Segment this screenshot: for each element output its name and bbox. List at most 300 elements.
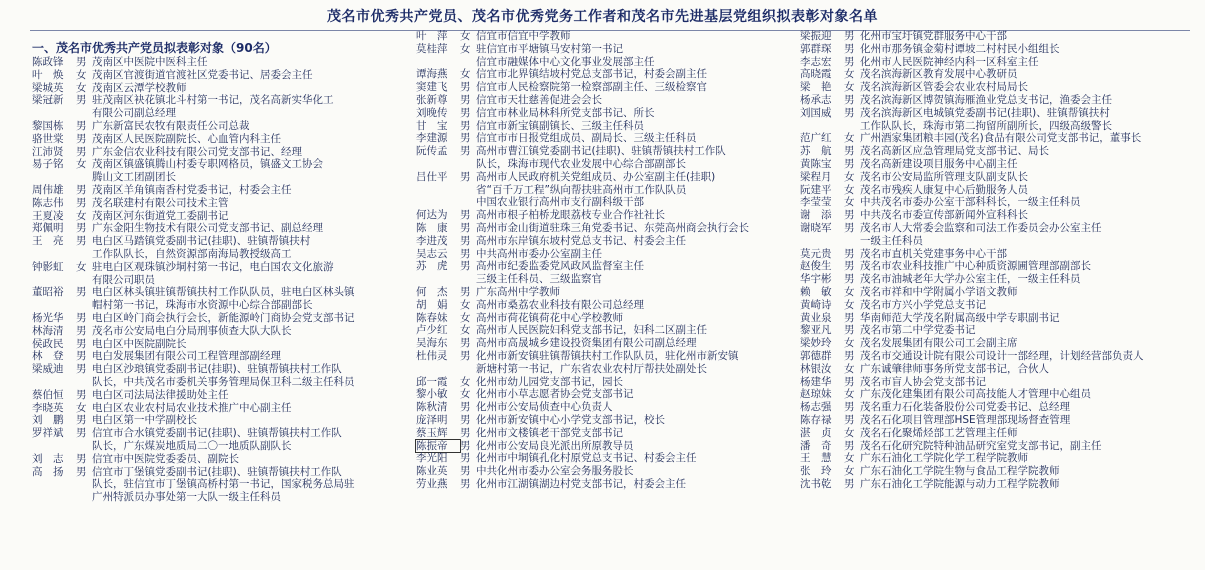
person-position: 队长，中共茂名市委机关事务管理局保卫科二级主任科员 bbox=[92, 375, 355, 388]
person-name: 刘晚传 bbox=[416, 106, 448, 119]
person-position: 队长，广东煤炭地质局二〇一地质队副队长 bbox=[92, 439, 292, 452]
list-item bbox=[32, 312, 404, 325]
list-item bbox=[32, 69, 404, 82]
list-item bbox=[32, 184, 404, 197]
person-position: 信宜市市日报党组成员、副局长、三级主任科员 bbox=[476, 132, 697, 145]
person-gender: 男 bbox=[76, 465, 87, 478]
person-name: 林银汝 bbox=[800, 362, 832, 375]
list-item bbox=[800, 196, 1190, 209]
person-position: 茂南区河东街道党工委副书记 bbox=[92, 209, 229, 222]
person-position: 电白区第一中学副校长 bbox=[92, 414, 197, 427]
person-gender: 男 bbox=[460, 349, 471, 362]
person-name: 李建源 bbox=[416, 132, 448, 145]
list-item bbox=[800, 43, 1190, 56]
list-item bbox=[800, 388, 1190, 401]
person-position: 化州市宝圩镇党群服务中心干部 bbox=[860, 30, 1007, 42]
list-item bbox=[416, 248, 788, 261]
person-position: 化州市新安镇驻镇帮镇扶村工作队队员，驻化州市新安镇 bbox=[476, 349, 739, 362]
person-position: 有限公司副总经理 bbox=[92, 107, 176, 120]
person-name: 陈振帝 bbox=[416, 440, 460, 453]
list-item bbox=[32, 120, 404, 133]
person-gender: 男 bbox=[76, 324, 87, 337]
person-position: 信宜市新宝镇副镇长、三级主任科员 bbox=[476, 119, 644, 132]
person-position: 茂南区镇盛镇腾山村委专职网格员，镇盛文工协会 bbox=[92, 158, 323, 171]
list-item bbox=[32, 222, 404, 235]
person-position: 茂南区中医院中医科主任 bbox=[92, 56, 208, 68]
person-position: 茂名市第二中学党委书记 bbox=[860, 324, 976, 337]
list-item bbox=[800, 56, 1190, 69]
person-name: 陈存禄 bbox=[800, 413, 832, 426]
person-gender: 女 bbox=[76, 68, 87, 81]
list-item bbox=[800, 260, 1190, 273]
person-position: 化州市幼儿园党支部书记，园长 bbox=[476, 375, 623, 388]
person-position: 茂南区羊角镇南香村党委书记，村委会主任 bbox=[92, 183, 292, 196]
person-gender: 男 bbox=[460, 260, 471, 273]
list-item bbox=[32, 466, 404, 479]
list-item bbox=[416, 337, 788, 350]
list-item-continuation bbox=[416, 184, 788, 197]
person-position: 驻茂南区袂花镇北斗村第一书记，茂名高新实华化工 bbox=[92, 94, 334, 107]
person-gender: 男 bbox=[460, 247, 471, 260]
person-name: 杨承志 bbox=[800, 93, 832, 106]
list-item-continuation bbox=[32, 440, 404, 453]
list-item bbox=[416, 324, 788, 337]
person-gender: 男 bbox=[844, 477, 855, 490]
person-gender: 女 bbox=[844, 170, 855, 183]
list-item-continuation bbox=[416, 158, 788, 171]
list-item-continuation bbox=[32, 299, 404, 312]
person-position: 电白区沙琅镇党委副书记(挂职)、驻镇帮镇扶村工作队 bbox=[92, 363, 342, 376]
person-name: 李晓英 bbox=[32, 401, 64, 414]
person-position: 茂名高新区应急管理局党支部书记、局长 bbox=[860, 145, 1049, 158]
person-position: 高州市人民医院妇科党支部书记，妇科二区副主任 bbox=[476, 324, 707, 337]
column-2 bbox=[416, 30, 788, 491]
person-name: 李志宏 bbox=[800, 55, 832, 68]
list-item bbox=[416, 260, 788, 273]
list-item bbox=[800, 81, 1190, 94]
person-gender: 男 bbox=[844, 324, 855, 337]
person-gender: 女 bbox=[76, 209, 87, 222]
person-gender: 女 bbox=[844, 362, 855, 375]
list-item bbox=[800, 376, 1190, 389]
list-item bbox=[32, 402, 404, 415]
list-item bbox=[32, 197, 404, 210]
person-position: 电白发展集团有限公司工程管理部副经理 bbox=[92, 350, 281, 363]
list-item bbox=[800, 478, 1190, 491]
person-name: 梁威迪 bbox=[32, 363, 64, 376]
person-position: 茂名市交通设计院有限公司设计一部经理，计划经营部负责人 bbox=[860, 349, 1144, 362]
person-position: 化州市中垌镇孔化村原党总支书记、村委会主任 bbox=[476, 452, 697, 465]
person-gender: 男 bbox=[844, 260, 855, 273]
document-title: 茂名市优秀共产党员、茂名市优秀党务工作者和茂名市先进基层党组织拟表彰对象名单 bbox=[327, 9, 878, 25]
person-name: 湛 贞 bbox=[800, 426, 832, 439]
list-item-continuation bbox=[416, 196, 788, 209]
person-name: 阮建平 bbox=[800, 183, 832, 196]
person-position: 新塘村第一书记，广东省农业农村厅帮扶处副处长 bbox=[476, 362, 707, 375]
person-gender: 男 bbox=[460, 221, 471, 234]
person-gender: 男 bbox=[460, 145, 471, 158]
person-gender: 男 bbox=[844, 311, 855, 324]
person-position: 信宜市林业局林科所党支部书记、所长 bbox=[476, 106, 655, 119]
list-item bbox=[416, 81, 788, 94]
person-name: 林海清 bbox=[32, 324, 64, 337]
person-name: 郭德群 bbox=[800, 349, 832, 362]
person-gender: 男 bbox=[460, 439, 471, 452]
person-gender: 男 bbox=[844, 349, 855, 362]
person-name: 梁振迎 bbox=[800, 30, 832, 42]
person-position: 茂名市直机关党建事务中心干部 bbox=[860, 247, 1007, 260]
list-item bbox=[32, 414, 404, 427]
list-item bbox=[416, 145, 788, 158]
person-position: 高州市高晟城乡建设投资集团有限公司副总经理 bbox=[476, 337, 697, 350]
list-item bbox=[800, 452, 1190, 465]
person-gender: 男 bbox=[844, 439, 855, 452]
person-gender: 男 bbox=[460, 285, 471, 298]
person-gender: 女 bbox=[460, 375, 471, 388]
list-item bbox=[416, 120, 788, 133]
list-item-continuation bbox=[32, 248, 404, 261]
person-position: 信宜市合水镇党委副书记(挂职)、驻镇帮镇扶村工作队 bbox=[92, 427, 342, 440]
list-item bbox=[416, 222, 788, 235]
person-name: 何 杰 bbox=[416, 285, 448, 298]
person-gender: 男 bbox=[76, 183, 87, 196]
list-item bbox=[800, 132, 1190, 145]
person-position: 中共化州市委办公室会务服务股长 bbox=[476, 465, 634, 478]
list-item bbox=[800, 171, 1190, 184]
person-position: 广东新富民农牧有限责任公司总裁 bbox=[92, 119, 250, 132]
person-name: 黎亚凡 bbox=[800, 324, 832, 337]
person-position: 茂南区人民医院副院长、心血管内科主任 bbox=[92, 132, 281, 145]
person-gender: 男 bbox=[460, 426, 471, 439]
person-name: 杨建华 bbox=[800, 375, 832, 388]
person-position: 茂名市盲人协会党支部书记 bbox=[860, 375, 986, 388]
person-gender: 男 bbox=[844, 30, 855, 42]
list-item bbox=[416, 452, 788, 465]
list-item bbox=[800, 427, 1190, 440]
person-gender: 女 bbox=[76, 81, 87, 94]
person-position: 茂南区云潭学校教师 bbox=[92, 81, 187, 94]
person-name: 蔡伯恒 bbox=[32, 388, 64, 401]
person-gender: 女 bbox=[844, 132, 855, 145]
list-item bbox=[416, 209, 788, 222]
list-item bbox=[32, 363, 404, 376]
list-item-continuation bbox=[32, 171, 404, 184]
person-position: 茂名发展集团有限公司工会副主席 bbox=[860, 337, 1018, 350]
person-position: 化州市公安局侦查中心负责人 bbox=[476, 401, 613, 414]
person-position: 队长，珠海市现代农业发展中心综合部副部长 bbox=[476, 157, 686, 170]
person-gender: 女 bbox=[844, 337, 855, 350]
list-item bbox=[32, 133, 404, 146]
person-position: 腾山文工团副团长 bbox=[92, 171, 176, 184]
list-item bbox=[800, 107, 1190, 120]
person-gender: 女 bbox=[844, 285, 855, 298]
person-position: 高州市金山街道驻珠三角党委书记、东莞高州商会执行会长 bbox=[476, 221, 749, 234]
person-name: 梁冠新 bbox=[32, 94, 64, 107]
list-item bbox=[416, 388, 788, 401]
person-position: 广东石油化工学院化学工程学院教师 bbox=[860, 452, 1028, 465]
section-heading: 一、茂名市优秀共产党员拟表彰对象（90名） bbox=[32, 41, 277, 55]
person-gender: 男 bbox=[76, 196, 87, 209]
person-name: 杨志强 bbox=[800, 401, 832, 414]
person-position: 电白区林头镇驻镇帮镇扶村工作队队员，驻电白区林头镇 bbox=[92, 286, 355, 299]
list-item bbox=[800, 273, 1190, 286]
person-name: 阮传孟 bbox=[416, 145, 448, 158]
list-item bbox=[416, 440, 788, 453]
person-position: 驻信宜市平塘镇马安村第一书记 bbox=[476, 42, 623, 55]
person-name: 梁程月 bbox=[800, 170, 832, 183]
person-position: 信宜市天壮慈善促进会会长 bbox=[476, 93, 602, 106]
person-gender: 女 bbox=[844, 196, 855, 209]
person-gender: 男 bbox=[460, 465, 471, 478]
person-gender: 男 bbox=[76, 427, 87, 440]
person-position: 信宜市中医院党委委员、副院长 bbox=[92, 452, 239, 465]
person-gender: 男 bbox=[844, 401, 855, 414]
list-item bbox=[800, 30, 1190, 43]
person-name: 李进茂 bbox=[416, 234, 448, 247]
person-position: 电白区马踏镇党委副书记(挂职)、驻镇帮镇扶村 bbox=[92, 235, 311, 248]
list-item bbox=[800, 401, 1190, 414]
person-gender: 男 bbox=[76, 337, 87, 350]
list-item bbox=[416, 312, 788, 325]
person-name: 华宇彬 bbox=[800, 273, 832, 286]
person-position: 茂名滨海新区管委会农业农村局局长 bbox=[860, 81, 1028, 94]
list-item bbox=[416, 94, 788, 107]
person-name: 董昭裕 bbox=[32, 286, 64, 299]
person-gender: 男 bbox=[76, 145, 87, 158]
person-name: 高 扬 bbox=[32, 465, 64, 478]
list-item-continuation bbox=[32, 478, 404, 491]
list-item bbox=[800, 94, 1190, 107]
person-position: 茂名市农业科技推广中心种质资源圃管理部副部长 bbox=[860, 260, 1091, 273]
person-position: 茂名石化研究院特种油品研究室党支部书记，副主任 bbox=[860, 439, 1102, 452]
person-position: 信宜市信宜中学教师 bbox=[476, 30, 571, 42]
list-item bbox=[32, 210, 404, 223]
column-1 bbox=[32, 56, 404, 504]
person-gender: 男 bbox=[844, 106, 855, 119]
person-position: 队长，驻信宜市丁堡镇高桥村第一书记，国家税务总局驻 bbox=[92, 478, 355, 491]
person-position: 化州市江湖镇湖边村党支部书记，村委会主任 bbox=[476, 477, 686, 490]
person-gender: 女 bbox=[844, 388, 855, 401]
person-position: 茂名市油城老年大学办公室主任，一级主任科员 bbox=[860, 273, 1081, 286]
list-item bbox=[32, 286, 404, 299]
person-gender: 男 bbox=[460, 413, 471, 426]
person-gender: 女 bbox=[460, 388, 471, 401]
person-name: 王 慧 bbox=[800, 452, 832, 465]
person-gender: 男 bbox=[76, 286, 87, 299]
person-name: 黄陈宝 bbox=[800, 157, 832, 170]
person-position: 广州特派员办事处第一大队一级主任科员 bbox=[92, 491, 281, 504]
person-gender: 男 bbox=[844, 375, 855, 388]
person-gender: 女 bbox=[460, 311, 471, 324]
person-name: 王夏凌 bbox=[32, 209, 64, 222]
person-position: 广东金信农业科技有限公司党支部书记、经理 bbox=[92, 145, 302, 158]
person-gender: 男 bbox=[460, 170, 471, 183]
person-position: 高州市曹江镇党委副书记(挂职)、驻镇帮镇扶村工作队 bbox=[476, 145, 726, 158]
list-item bbox=[800, 222, 1190, 235]
list-item bbox=[416, 350, 788, 363]
list-item-continuation bbox=[416, 273, 788, 286]
person-name: 易子铭 bbox=[32, 158, 64, 171]
list-item bbox=[32, 56, 404, 69]
person-name: 沈书乾 bbox=[800, 477, 832, 490]
person-gender: 女 bbox=[844, 452, 855, 465]
person-gender: 女 bbox=[460, 30, 471, 42]
person-gender: 男 bbox=[844, 145, 855, 158]
list-item bbox=[800, 299, 1190, 312]
person-name: 谭海燕 bbox=[416, 68, 448, 81]
person-gender: 女 bbox=[844, 81, 855, 94]
person-position: 高州市根子柏桥龙眼荔枝专业合作社社长 bbox=[476, 209, 665, 222]
person-name: 陈秋清 bbox=[416, 401, 448, 414]
person-name: 江沛贤 bbox=[32, 145, 64, 158]
person-position: 中国农业银行高州市支行副科级干部 bbox=[476, 196, 644, 209]
list-item-continuation bbox=[416, 56, 788, 69]
list-item-continuation bbox=[32, 274, 404, 287]
person-position: 广东石油化工学院能源与动力工程学院教师 bbox=[860, 477, 1060, 490]
person-name: 骆世棠 bbox=[32, 132, 64, 145]
person-gender: 男 bbox=[76, 414, 87, 427]
person-position: 广东诚肇律师事务所党支部书记，合伙人 bbox=[860, 362, 1049, 375]
person-position: 广东金阳生物技术有限公司党支部书记、副总经理 bbox=[92, 222, 323, 235]
person-name: 李光阳 bbox=[416, 452, 448, 465]
person-name: 庞泽明 bbox=[416, 413, 448, 426]
person-name: 陈志伟 bbox=[32, 196, 64, 209]
list-item bbox=[800, 363, 1190, 376]
person-gender: 男 bbox=[844, 55, 855, 68]
person-gender: 男 bbox=[460, 209, 471, 222]
person-gender: 男 bbox=[844, 157, 855, 170]
person-gender: 男 bbox=[844, 413, 855, 426]
person-position: 茂名市公安局电白分局刑事侦查大队大队长 bbox=[92, 324, 292, 337]
list-item-continuation bbox=[800, 120, 1190, 133]
person-gender: 男 bbox=[844, 93, 855, 106]
person-name: 刘国威 bbox=[800, 106, 832, 119]
person-position: 茂名联建村有限公司技术主管 bbox=[92, 196, 229, 209]
person-name: 胡 娟 bbox=[416, 298, 448, 311]
person-position: 高州市桑荔农业科技有限公司总经理 bbox=[476, 298, 644, 311]
person-position: 茂名石化聚烯烃部工艺管理主任师 bbox=[860, 426, 1018, 439]
person-name: 莫桂萍 bbox=[416, 42, 448, 55]
person-name: 叶 焕 bbox=[32, 68, 64, 81]
person-gender: 女 bbox=[844, 68, 855, 81]
person-name: 高晓霞 bbox=[800, 68, 832, 81]
person-name: 吴海东 bbox=[416, 337, 448, 350]
person-gender: 男 bbox=[76, 56, 87, 68]
person-name: 黄业泉 bbox=[800, 311, 832, 324]
person-gender: 女 bbox=[460, 68, 471, 81]
person-position: 帽村第一书记，珠海市水资源中心综合部副部长 bbox=[92, 299, 313, 312]
person-gender: 女 bbox=[460, 324, 471, 337]
list-item bbox=[32, 338, 404, 351]
list-item bbox=[416, 30, 788, 43]
person-gender: 女 bbox=[460, 42, 471, 55]
person-gender: 女 bbox=[844, 183, 855, 196]
person-gender: 男 bbox=[76, 132, 87, 145]
person-gender: 男 bbox=[76, 222, 87, 235]
person-gender: 男 bbox=[76, 350, 87, 363]
person-position: 华南师范大学茂名附属高级中学专职副书记 bbox=[860, 311, 1060, 324]
person-gender: 男 bbox=[460, 401, 471, 414]
list-item bbox=[32, 146, 404, 159]
person-name: 梁城英 bbox=[32, 81, 64, 94]
person-position: 信宜市丁堡镇党委副书记(挂职)、驻镇帮镇扶村工作队 bbox=[92, 465, 342, 478]
person-position: 茂南区官渡街道官渡社区党委书记、居委会主任 bbox=[92, 68, 313, 81]
column-3 bbox=[800, 30, 1190, 491]
list-item bbox=[32, 350, 404, 363]
list-item bbox=[800, 414, 1190, 427]
list-item bbox=[416, 401, 788, 414]
person-name: 莫元贵 bbox=[800, 247, 832, 260]
list-item bbox=[32, 82, 404, 95]
person-gender: 男 bbox=[844, 221, 855, 234]
list-item bbox=[800, 465, 1190, 478]
list-item bbox=[32, 427, 404, 440]
list-item-continuation bbox=[32, 107, 404, 120]
person-name: 张新尊 bbox=[416, 93, 448, 106]
person-name: 甘 宝 bbox=[416, 119, 448, 132]
list-item bbox=[800, 184, 1190, 197]
person-name: 卢少红 bbox=[416, 324, 448, 337]
person-position: 电白区农业农村局农业技术推广中心副主任 bbox=[92, 401, 292, 414]
person-name: 黎国栋 bbox=[32, 119, 64, 132]
person-name: 张 玲 bbox=[800, 465, 832, 478]
person-position: 电白区中医院副院长 bbox=[92, 337, 187, 350]
person-name: 杨光华 bbox=[32, 311, 64, 324]
list-item bbox=[800, 145, 1190, 158]
person-name: 周伟雄 bbox=[32, 183, 64, 196]
person-gender: 女 bbox=[460, 298, 471, 311]
person-gender: 男 bbox=[460, 106, 471, 119]
list-item bbox=[416, 427, 788, 440]
person-position: 化州市小草志愿者协会党支部书记 bbox=[476, 388, 634, 401]
list-item bbox=[416, 414, 788, 427]
person-position: 茂名市人大常委会监察和司法工作委员会办公室主任 bbox=[860, 221, 1102, 234]
list-item bbox=[416, 107, 788, 120]
person-position: 茂名滨海新区电城镇党委副书记(挂职)、驻镇帮镇扶村 bbox=[860, 106, 1110, 119]
person-position: 茂名高新建设项目服务中心副主任 bbox=[860, 157, 1018, 170]
list-item bbox=[416, 376, 788, 389]
person-position: 化州市人民医院神经内科一区科室主任 bbox=[860, 55, 1039, 68]
list-item bbox=[416, 299, 788, 312]
person-gender: 女 bbox=[844, 465, 855, 478]
person-name: 吴志云 bbox=[416, 247, 448, 260]
person-name: 侯政民 bbox=[32, 337, 64, 350]
person-name: 郭群琛 bbox=[800, 42, 832, 55]
person-position: 高州市荷花镇荷花中心学校教师 bbox=[476, 311, 623, 324]
person-gender: 男 bbox=[76, 311, 87, 324]
person-position: 茂名市方兴小学党总支书记 bbox=[860, 298, 986, 311]
person-position: 工作队队长，珠海市第二拘留所副所长，四级高级警长 bbox=[860, 119, 1112, 132]
person-position: 化州市文楼镇老干部党支部书记 bbox=[476, 426, 623, 439]
person-gender: 男 bbox=[460, 337, 471, 350]
person-name: 邱一霞 bbox=[416, 375, 448, 388]
list-item bbox=[416, 235, 788, 248]
person-position: 茂名重力石化装备股份公司党委书记、总经理 bbox=[860, 401, 1070, 414]
person-name: 杜伟灵 bbox=[416, 349, 448, 362]
list-item bbox=[416, 68, 788, 81]
person-gender: 男 bbox=[76, 94, 87, 107]
person-gender: 男 bbox=[460, 452, 471, 465]
list-item bbox=[416, 286, 788, 299]
list-item bbox=[800, 337, 1190, 350]
person-position: 茂名市残疾人康复中心后勤服务人员 bbox=[860, 183, 1028, 196]
person-position: 茂名滨海新区博贺镇海雁渔业党总支书记，渔委会主任 bbox=[860, 93, 1112, 106]
person-name: 梁妙玲 bbox=[800, 337, 832, 350]
person-position: 中共茂名市委办公室干部科科长，一级主任科员 bbox=[860, 196, 1081, 209]
person-position: 高州市纪委监委党风政风监督室主任 bbox=[476, 260, 644, 273]
person-position: 茂名滨海新区教育发展中心教研员 bbox=[860, 68, 1018, 81]
person-name: 王 亮 bbox=[32, 235, 64, 248]
